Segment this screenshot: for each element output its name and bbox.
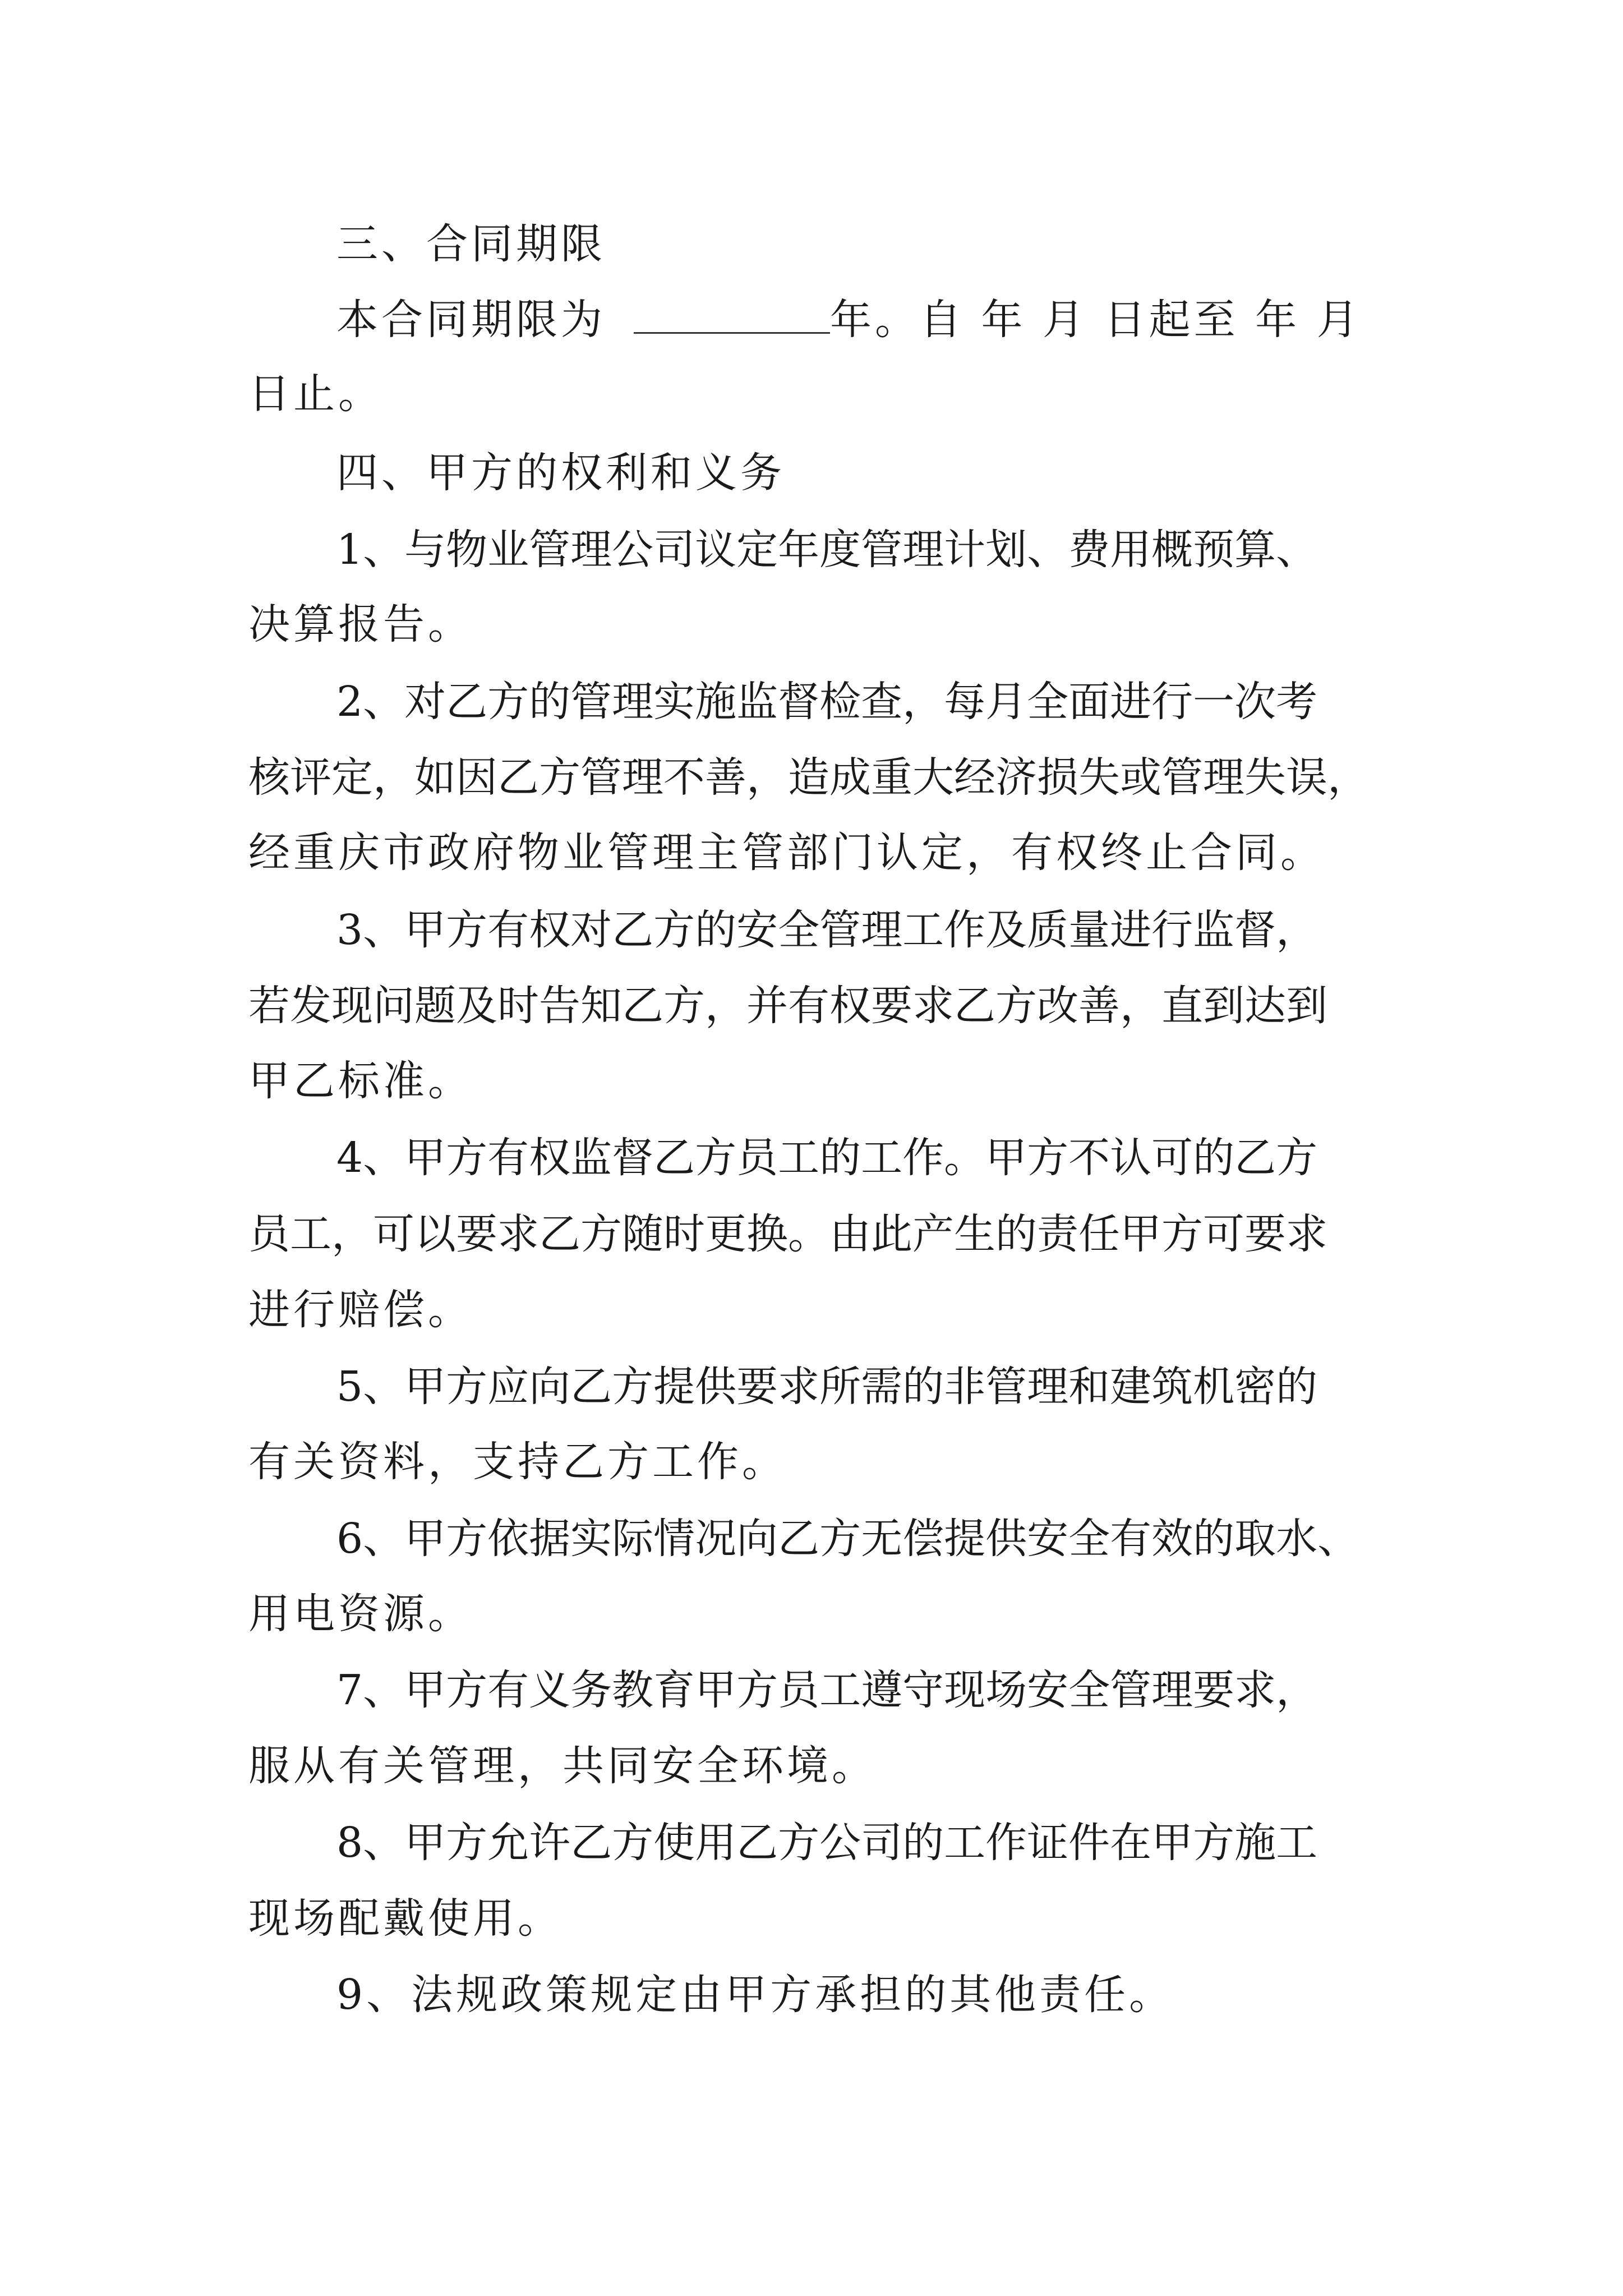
- term-paragraph-end: 日止。: [248, 370, 383, 418]
- term-paragraph: [336, 292, 1393, 348]
- item-line: 3、甲方有权对乙方的安全管理工作及质量进行监督，: [336, 906, 1318, 954]
- item-line: 2、对乙方的管理实施监督检查，每月全面进行一次考: [336, 678, 1318, 726]
- item-line: 1、与物业管理公司议定年度管理计划、费用概预算、: [336, 526, 1318, 574]
- item-line: 4、甲方有权监督乙方员工的工作。甲方不认可的乙方: [336, 1134, 1318, 1182]
- item-line: 甲乙标准。: [248, 1057, 473, 1105]
- item-line: 进行赔偿。: [248, 1286, 473, 1334]
- item-line: 8、甲方允许乙方使用乙方公司的工作证件在甲方施工: [336, 1819, 1318, 1867]
- item-line: 决算报告。: [248, 600, 473, 648]
- item-line: 核评定，如因乙方管理不善，造成重大经济损失或管理失误，: [248, 753, 1369, 802]
- item-line: 用电资源。: [248, 1590, 473, 1638]
- item-line: 服从有关管理，共同安全环境。: [248, 1742, 877, 1790]
- term-suffix: 年。自 年 月 日起至 年 月: [830, 296, 1362, 344]
- section-heading-rights: 四、甲方的权利和义务: [336, 449, 785, 497]
- term-prefix: 本合同期限为: [336, 296, 606, 344]
- item-line: 有关资料，支持乙方工作。: [248, 1438, 787, 1486]
- term-years-blank: [634, 293, 830, 334]
- item-line: 6、甲方依据实际情况向乙方无偿提供安全有效的取水、: [336, 1515, 1359, 1563]
- item-line: 现场配戴使用。: [248, 1894, 562, 1943]
- section-heading-term: 三、合同期限: [336, 220, 606, 268]
- item-line: 经重庆市政府物业管理主管部门认定，有权终止合同。: [248, 829, 1325, 877]
- item-line: 员工，可以要求乙方随时更换。由此产生的责任甲方可要求: [248, 1210, 1327, 1258]
- item-line: 7、甲方有义务教育甲方员工遵守现场安全管理要求，: [336, 1666, 1318, 1714]
- item-line: 若发现问题及时告知乙方，并有权要求乙方改善，直到达到: [248, 982, 1327, 1030]
- item-line: 5、甲方应向乙方提供要求所需的非管理和建筑机密的: [336, 1363, 1318, 1411]
- item-line: 9、法规政策规定由甲方承担的其他责任。: [336, 1971, 1174, 2019]
